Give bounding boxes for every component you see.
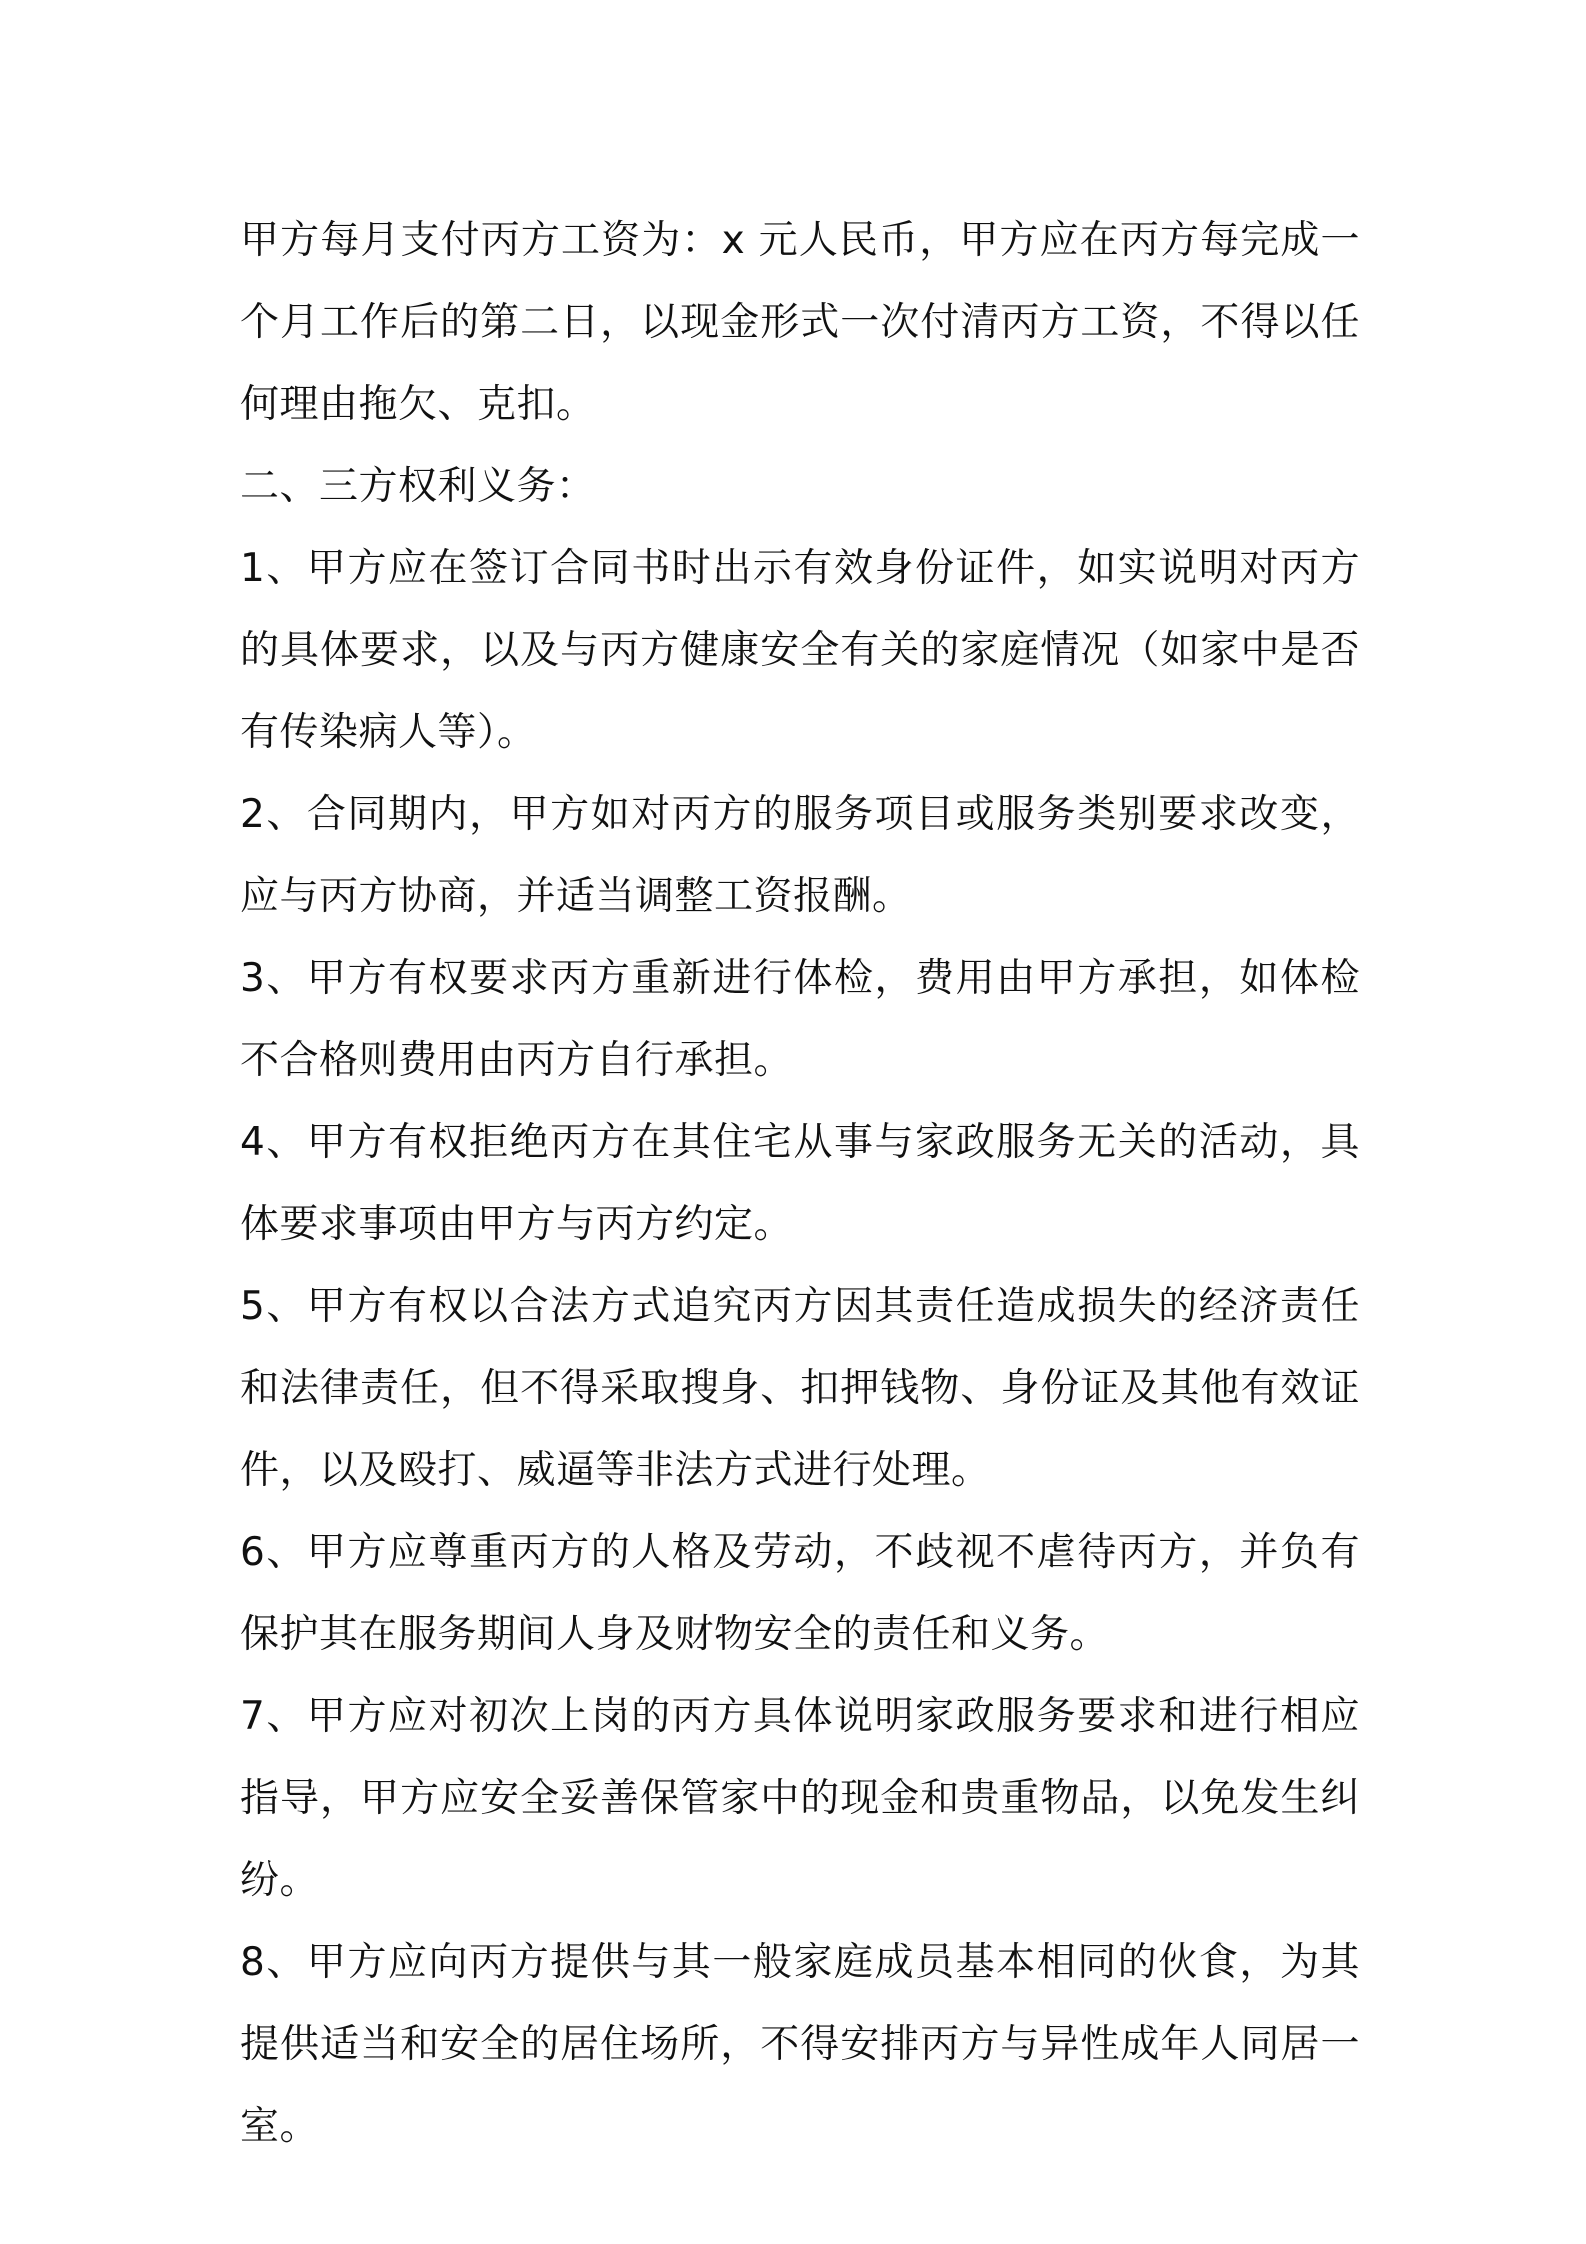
clause-8: 8、甲方应向丙方提供与其一般家庭成员基本相同的伙食，为其提供适当和安全的居住场所，不得安排丙方与异性成年人同居一室。: [240, 1940, 1360, 2149]
clause-4: 4、甲方有权拒绝丙方在其住宅从事与家政服务无关的活动，具体要求事项由甲方与丙方约定。: [240, 1120, 1360, 1247]
clause-2: 2、合同期内，甲方如对丙方的服务项目或服务类别要求改变，应与丙方协商，并适当调整工资报酬。: [240, 792, 1360, 919]
clause-5: 5、甲方有权以合法方式追究丙方因其责任造成损失的经济责任和法律责任，但不得采取搜身、扣押钱物、身份证及其他有效证件，以及殴打、威逼等非法方式进行处理。: [240, 1284, 1360, 1493]
section-heading-rights-obligations: 二、三方权利义务：: [240, 464, 596, 509]
clause-1: 1、甲方应在签订合同书时出示有效身份证件，如实说明对丙方的具体要求，以及与丙方健康安全有关的家庭情况（如家中是否有传染病人等）。: [240, 546, 1360, 755]
clause-7: 7、甲方应对初次上岗的丙方具体说明家政服务要求和进行相应指导，甲方应安全妥善保管家中的现金和贵重物品，以免发生纠纷。: [240, 1694, 1360, 1903]
clause-6: 6、甲方应尊重丙方的人格及劳动，不歧视不虐待丙方，并负有保护其在服务期间人身及财物安全的责任和义务。: [240, 1530, 1360, 1657]
paragraph-salary: 甲方每月支付丙方工资为：x 元人民币，甲方应在丙方每完成一个月工作后的第二日，以现金形式一次付清丙方工资，不得以任何理由拖欠、克扣。: [240, 218, 1360, 427]
clause-3: 3、甲方有权要求丙方重新进行体检，费用由甲方承担，如体检不合格则费用由丙方自行承担。: [240, 956, 1360, 1083]
document-body: [240, 200, 1360, 2168]
